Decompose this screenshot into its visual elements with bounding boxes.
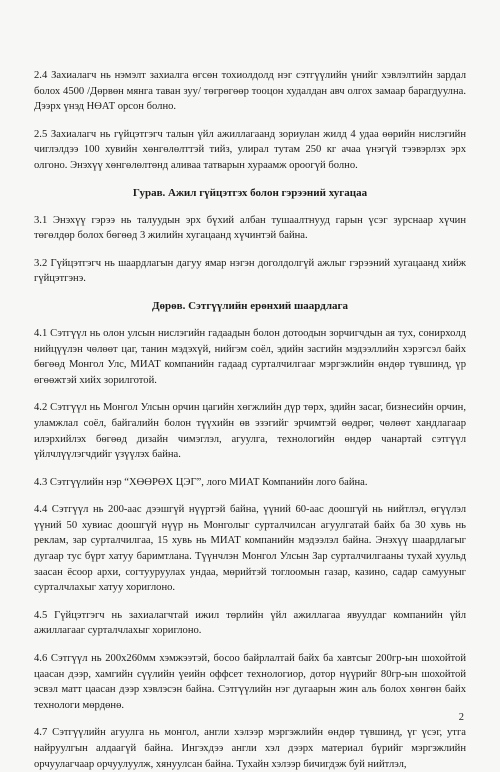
paragraph-2-4: 2.4 Захиалагч нь нэмэлт захиалга өгсөн тохиолдолд нэг сэтгүүлийн үнийг хэвлэлтийн зардал болох 4500 /Дөрвөн мянга таван зуу/ төгрөгөөр тооцон худалдан авч олгох замаар барагдуулна. Дээрх үнэд НӨАТ орсон болно. [34,70,466,113]
paragraph-4-5: 4.5 Гүйцэтгэгч нь захиалагчтай ижил төрлийн үйл ажиллагаа явуулдаг компанийн үйл ажиллагааг сурталчлахыг хориглоно. [34,609,466,637]
section-3-title: Гурав. Ажил гүйцэтгэх болон гэрээний хугацаа [132,186,368,199]
paragraph-2-5: 2.5 Захиалагч нь гүйцэтгэгч талын үйл ажиллагаанд зориулан жилд 4 удаа өөрийн нислэгийн чиглэлдээ 100 хувийн хөнгөлөлттэй тийз, улирал тутам 250 кг ачаа үнэгүй тээвэрлэх эрх олгоно. Энэхүү хөнгөлөлтөнд аливаа татварын хураамж ороогүй болно. [34,128,466,171]
paragraph-4-3: 4.3 Сэтгүүлийн нэр “ХӨӨРӨХ ЦЭГ”, лого МИАТ Компанийн лого байна. [34,476,368,488]
page-number: 2 [458,712,464,723]
paragraph-4-6: 4.6 Сэтгүүл нь 200х260мм хэмжээтэй, босоо байрлалтай байх ба хавтсыг 200гр-ын шохойтой цаасан дээр, хамгийн сүүлийн үеийн оффсет технологиор, дотор нүүрийг 80гр-ын шохойтой эсвэл матт цаасан дээр хэвлэсэн байна. Сэтгүүлийн нэг дугаарын жин аль болох хөнгөн байх технологи мөрдөнө. [34,653,466,711]
paragraph-3-1: 3.1 Энэхүү гэрээ нь талуудын эрх бүхий албан тушаалтнууд гарын үсэг зурснаар хүчин төгөлдөр болох бөгөөд 3 жилийн хугацаанд хүчинтэй байна. [34,214,466,242]
paragraph-4-4: 4.4 Сэтгүүл нь 200-аас дээшгүй нүүртэй байна, үүний 60-аас доошгүй нь нийтлэл, өгүүлэл үүний 50 хувиас доошгүй нүүр нь Монголыг сурталчилсан агуулгатай байх ба 30 хувь нь реклам, зар сурталчилгаа, 15 хувь нь МИАТ компанийн мэдээлэл байна. Энэхүү шаардлагыг дугаар тус бүрт хатуу баримтлана. Түүнчлэн Монгол Улсын Зар сурталчилгааны тухай хуульд заасан ёсоор архи, согтууруулах ундаа, мөрийтэй тоглоомын газар, казино, садар самууныг сурталчлахыг хатуу хориглоно. [34,504,466,594]
paragraph-3-2: 3.2 Гүйцэтгэгч нь шаардлагын дагуу ямар нэгэн доголдолгүй ажлыг гэрээний хугацаанд хийж гүйцэтгэнэ. [34,257,466,285]
paragraph-4-7: 4.7 Сэтгүүлийн агуулга нь монгол, англи хэлээр мэргэжлийн өндөр түвшинд, үг үсэг, утга найруулгын алдаагүй байна. Ингэхдээ англи хэл дээрх материал бүрийг мэргэжлийн орчуулагчаар орчуулуулж, хянуулсан байна. Тухайн хэлээр бичигдэж буй нийтлэл, [34,727,466,770]
paragraph-4-2: 4.2 Сэтгүүл нь Монгол Улсын орчин цагийн хөгжлийн дүр төрх, эдийн засаг, бизнесийн орчин, уламжлал соёл, байгалийн болон түүхийн өв эзэгийг эрчимтэй өөдрөг, чөлөөт хандлагаар илэрхийлэх бөгөөд дизайн чимэглэл, агуулга, технологийн өндөр чанартай сэтгүүл үйлчлүүлэгчдийг үзүүлэх байна. [34,402,466,461]
section-4-title: Дөрөв. Сэтгүүлийн ерөнхий шаардлага [151,299,349,312]
paragraph-4-1: 4.1 Сэтгүүл нь олон улсын нислэгийн гадаадын болон дотоодын зорчигчдын ая тух, сонирхолд нийцүүлэн чөлөөт цаг, танин мэдэхүй, нийгэм соёл, эдийн засгийн мэдээллийн хэрэгсэл байх бөгөөд Монгол Улс, МИАТ компанийн гадаад сурталчилгааг мэргэжлийн өндөр түвшинд, үр өгөөжтэй хийх зорилготой. [34,327,466,386]
